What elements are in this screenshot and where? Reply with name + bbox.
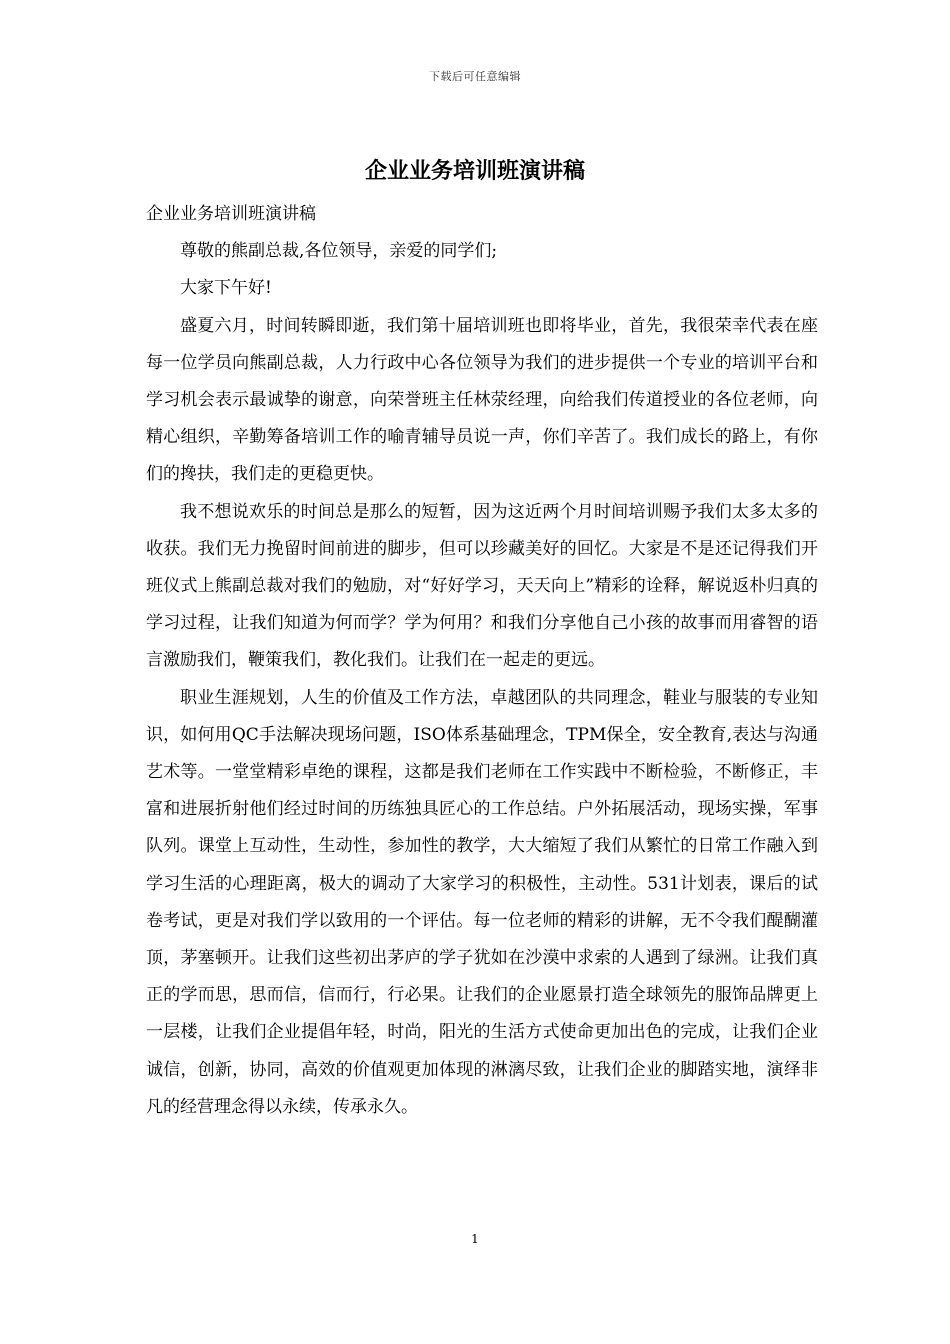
salutation: 尊敬的熊副总裁,各位领导，亲爱的同学们; [180,241,498,262]
document-title: 企业业务培训班演讲稿 [364,158,585,184]
document-body [146,196,818,1126]
body-paragraph: 我不想说欢乐的时间总是那么的短暂，因为这近两个月时间培训赐予我们太多太多的收获。我们无力挽留时间前进的脚步，但可以珍藏美好的回忆。大家是不是还记得我们开班仪式上熊副总裁对我们的勉励，对“好好学习，天天向上”精彩的诠释，解说返朴归真的学习过程，让我们知道为何而学？学为何用？和我们分享他自己小孩的故事而用睿智的语言激励我们，鞭策我们，教化我们。让我们在一起走的更远。 [146,501,818,671]
greeting: 大家下午好! [180,278,272,299]
subtitle-line: 企业业务培训班演讲稿 [146,204,316,224]
header-note: 下载后可任意编辑 [429,70,521,83]
page-number: 1 [471,1232,479,1246]
body-paragraph: 职业生涯规划，人生的价值及工作方法，卓越团队的共同理念，鞋业与服装的专业知识，如何用QC手法解决现场问题，ISO体系基础理念，TPM保全，安全教育,表达与沟通艺术等。一堂堂精彩卓绝的课程，这都是我们老师在工作实践中不断检验，不断修正，丰富和进展折射他们经过时间的历练独具匠心的工作总结。户外拓展活动，现场实操，军事队列。课堂上互动性，生动性，参加性的教学，大大缩短了我们从繁忙的日常工作融入到学习生活的心理距离，极大的调动了大家学习的积极性，主动性。531计划表，课后的试卷考试，更是对我们学以致用的一个评估。每一位老师的精彩的讲解，无不令我们醍醐灌顶，茅塞顿开。让我们这些初出茅庐的学子犹如在沙漠中求索的人遇到了绿洲。让我们真正的学而思，思而信，信而行，行必果。让我们的企业愿景打造全球领先的服饰品牌更上一层楼，让我们企业提倡年轻，时尚，阳光的生活方式使命更加出色的完成，让我们企业诚信，创新，协同，高效的价值观更加体现的淋漓尽致，让我们企业的脚踏实地，演绎非凡的经营理念得以永续，传承永久。 [146,687,818,1117]
body-paragraph: 盛夏六月，时间转瞬即逝，我们第十届培训班也即将毕业，首先，我很荣幸代表在座每一位学员向熊副总裁，人力行政中心各位领导为我们的进步提供一个专业的培训平台和学习机会表示最诚挚的谢意，向荣誉班主任林荥经理，向给我们传道授业的各位老师，向精心组织，辛勤筹备培训工作的喻青辅导员说一声，你们辛苦了。我们成长的路上，有你们的搀扶，我们走的更稳更快。 [146,315,818,485]
